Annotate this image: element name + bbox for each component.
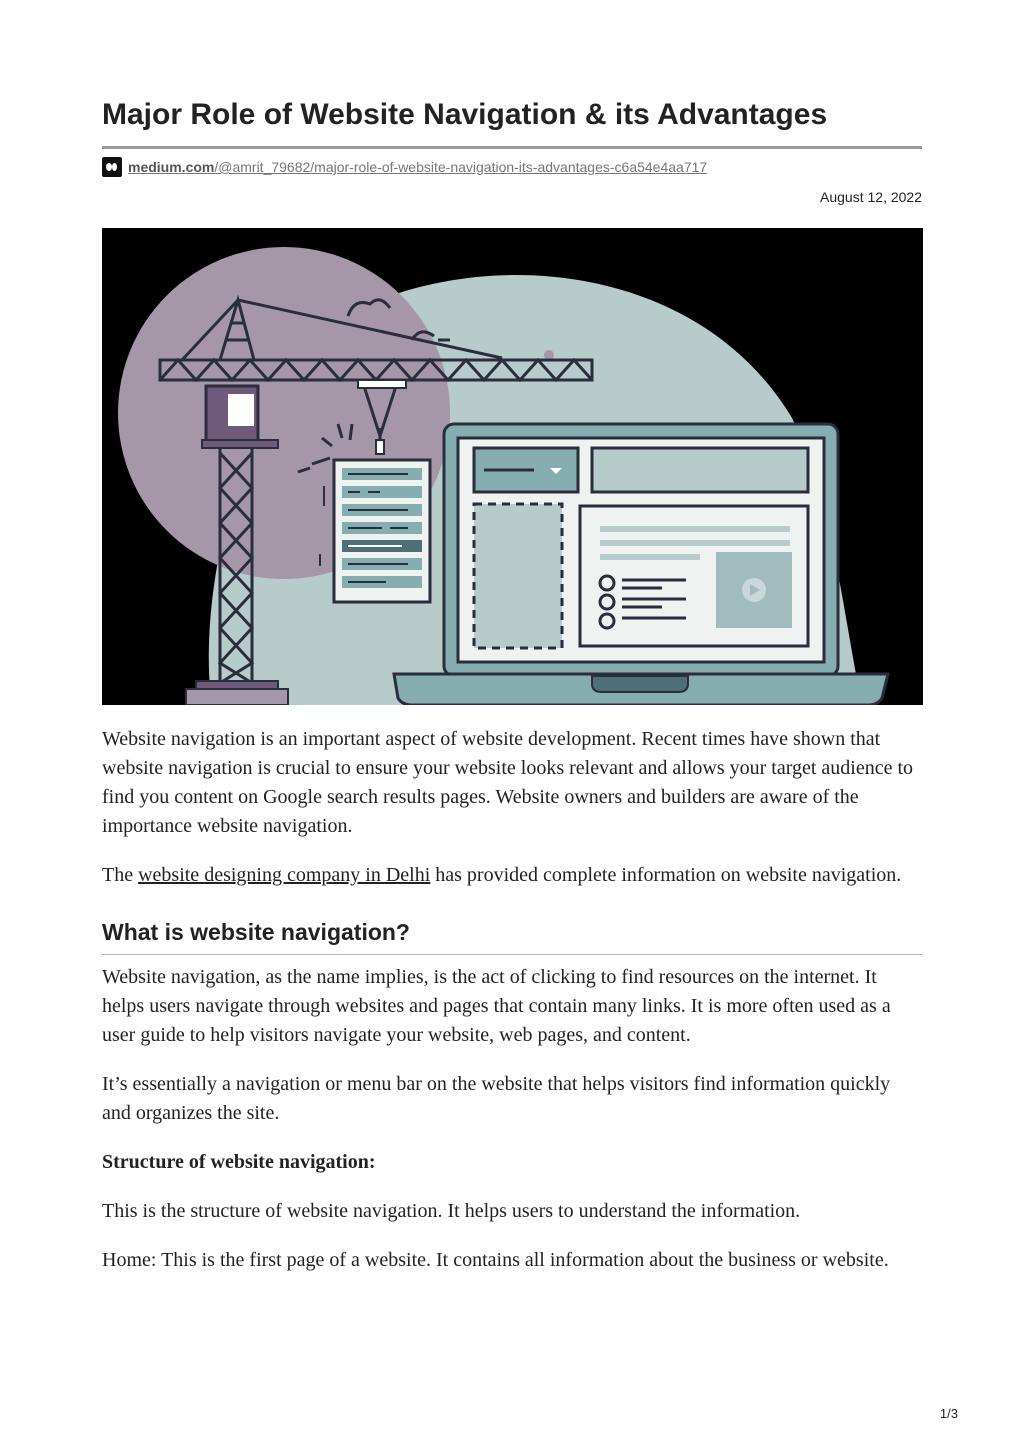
paragraph-company-prefix: The (102, 864, 139, 886)
source-link[interactable] (128, 159, 707, 175)
paragraph-definition: Website navigation, as the name implies, is the act of clicking to find resources on the internet. It helps users navigate through websites and pages that contain many links. It is more often used as a user guide to help visitors navigate your website, web pages, and content. (102, 966, 891, 1046)
medium-logo-icon (102, 157, 122, 177)
paragraph-structure: This is the structure of website navigation. It helps users to understand the information. (102, 1200, 801, 1222)
structure-heading: Structure of website navigation: (102, 1151, 376, 1173)
source-path: /@amrit_79682/major-role-of-website-navigation-its-advantages-c6a54e4aa717 (214, 159, 708, 175)
construction-crane-laptop-illustration-icon (102, 228, 923, 705)
section-heading: What is website navigation? (102, 918, 922, 955)
website-designing-company-link[interactable]: website designing company in Delhi (138, 864, 431, 886)
paragraph-menu-bar: It’s essentially a navigation or menu bar on the website that helps visitors find information quickly and organizes the site. (102, 1073, 891, 1124)
paragraph-company (102, 861, 922, 890)
source-line (102, 157, 922, 177)
article-content (102, 96, 922, 1295)
hero-image (102, 228, 923, 705)
paragraph-intro: Website navigation is an important aspect of website development. Recent times have shown that website navigation is crucial to ensure your website looks relevant and allows your target audience to find you content on Google search results pages. Website owners and builders are aware of the importance website navigation. (102, 728, 914, 837)
page-number: 1/3 (939, 1406, 958, 1421)
source-domain: medium.com (128, 159, 215, 175)
paragraph-home: Home: This is the first page of a website. It contains all information about the business or website. (102, 1249, 889, 1271)
article-title: Major Role of Website Navigation & its Advantages (102, 96, 922, 149)
article-date: August 12, 2022 (820, 189, 922, 205)
paragraph-company-suffix: has provided complete information on website navigation. (430, 864, 902, 886)
